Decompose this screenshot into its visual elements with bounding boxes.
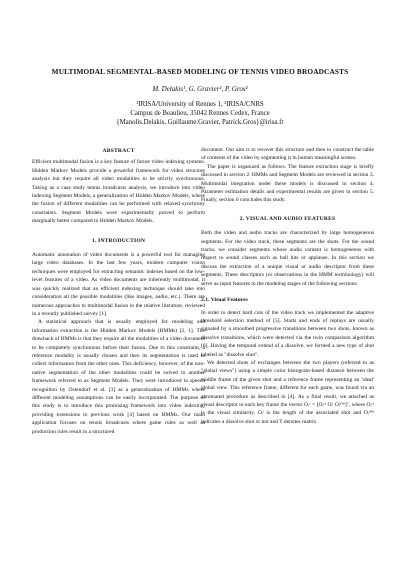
intro-paragraph-2: A statistical approach that is usually employed for modeling and information extraction is the Hidden Markov Models (HMMs) [2, 1]. The drawback of HMMs is that they require all the modalities of a video document to be completely synchronous before their fusion. Due to this constraint, a reference modality is usually chosen and then its segmentation is used to collect information from the other ones. This deficiency, however, of the non-native segmentation of the other modalities could be solved in another framework referred to as Segment Models. They were introduced in speech recognition by Ostendorf et al. [3] as a generalization of HMMs where different modeling assumptions can be easily incorporated. The purpose of this study is to introduce this promising framework into video indexing, providing extensions to previous work [4] based on HMMs. Our main application focuses on tennis broadcasts where game rules as well as production rules result in a structured [32, 319, 205, 435]
intro-paragraph-3: document. Our aim is to recover this structure and then to construct the table of contents of the video by segmenting it in human meaningful scenes. [201, 147, 374, 162]
intro-paragraph-1: Automatic annotation of video documents is a powerful tool for managing large video databases. In the last few years, modern computer vision techniques were employed for extracting semantic indexes based on the low-level features of a video. As video documents are inherently multimodal, it was quickly realized that an efficient indexing technique should take into consideration all the possible modalities (like images, audio, etc.). There are numerous approaches to multimodal fusion in the relative literature, reviewed in a recently published survey [1]. [32, 252, 205, 317]
left-column [32, 147, 205, 436]
paper-title: MULTIMODAL SEGMENTAL-BASED MODELING OF TENNIS VIDEO BROADCASTS [51, 67, 349, 76]
visual-paragraph-2: We detected shots of exchanges between the two players (referred to as "global views") using a simple color histogram-based distance between the middle frame of the given shot and a reference frame representing an 'ideal' global view. This reference frame, different for each game, was found via an automated procedure as described in [4]. As a final result, we attached as visual descriptor to each key frame the vector Oᵢᵛ = [Oᵢᶜˢ Oᵢˡ Oᵢᵈⁱˢˢ]ᵀ, where Oᵢᶜˢ is the visual similarity, Oᵢˡ is the length of the associated shot and Oᵢᵈⁱˢˢ indicates a dissolve shot or not and T denotes matrix [201, 359, 374, 425]
right-column [201, 146, 374, 426]
abstract-heading: ABSTRACT [102, 148, 135, 154]
features-paragraph: Both the video and audio tracks are characterized by large homogeneous segments. For the video track, these segments are the shots. For the sound tracks, we consider segments whose audio content is homogeneous with respect to sound classes such as ball hits or applause. In this section we discuss the extraction of a unique visual or audio descriptor from these segments. These descriptors (or observations in the HMM terminology) will serve as input features to the modeling stages of the following sections. [201, 230, 374, 287]
visual-paragraph-1: In order to detect hard cuts of the video track we implemented the adaptive threshold selection method of [5]. Starts and ends of replays are usually signaled by a smoothed progressive transitions between two shots, known as dissolve transitions, which were detected via the twin comparison algorithm [6]. Having the temporal extend of a dissolve, we formed a new type of shot labeled as "dissolve shot". [201, 309, 374, 358]
section-heading-introduction: 1. INTRODUCTION [91, 237, 146, 244]
abstract-text: Efficient multimodal fusion is a key feature of future video indexing systems. Hidden Markov Models provide a powerful framework for video structure analysis but they require all video modalities to be strictly synchronous. Taking as a case study tennis broadcasts analysis, we introduce into video indexing Segment Models, a generalization of Hidden Markov Models, where the fusion of different modalities can be performed with relaxed synchrony constraints. Segment Models were experimentally proved to perform marginally better compared to Hidden Markov Models. [32, 159, 205, 225]
intro-paragraph-4: The paper is organized as follows. The feature extraction stage is briefly discussed in section 2. HMMs and Segment Models are reviewed in section 3. Multimodal integration under these models is discussed in section 4. Parameter estimation details and experimental results are given in section 5. Finally, section 6 concludes this study. [201, 163, 374, 204]
affiliation-address: Campus de Beaulieu, 35042 Rennes Cedex, France [130, 110, 270, 117]
paper-authors: M. Delakis¹, G. Gravier², P. Gros² [152, 85, 248, 93]
subsection-heading-visual: 2.1. Visual Features [201, 297, 248, 304]
affiliation-line: ¹IRISA/University of Rennes 1, ²IRISA/CNRS [136, 101, 264, 108]
affiliation-emails: {Manolis.Delakis, Guillaume.Gravier, Patrick.Gros}@irisa.fr [116, 119, 284, 126]
section-heading-features: 2. VISUAL AND AUDIO FEATURES [239, 215, 336, 222]
